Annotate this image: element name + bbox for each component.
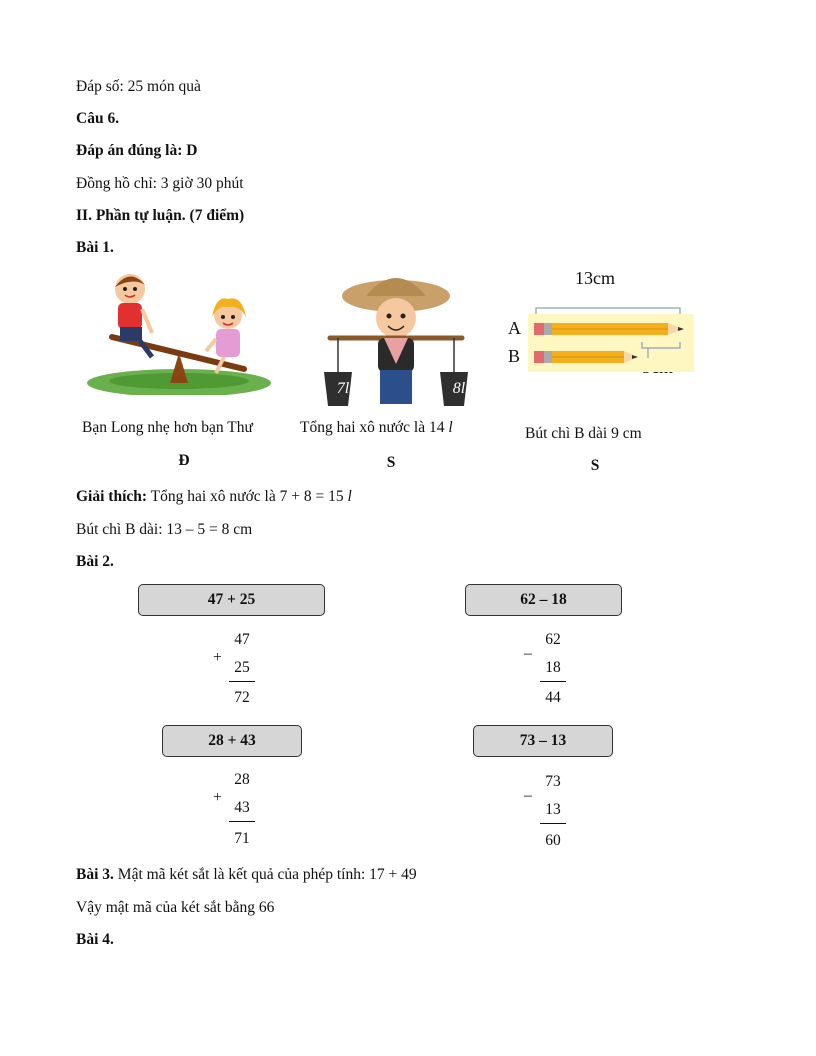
expression-box-3: 28 + 43 (162, 725, 302, 757)
expression-box-4: 73 – 13 (473, 725, 613, 757)
pencil-length-top-label: 13cm (575, 268, 615, 288)
bai3-line: Bài 3. Mật mã két sắt là kết quả của phép tính: 17 + 49 (76, 866, 417, 883)
column-calc-2: – 62 18 44 (524, 631, 584, 711)
bai4-heading: Bài 4. (76, 931, 114, 948)
expression-box-2: 62 – 18 (465, 584, 622, 616)
clock-line: Đồng hồ chỉ: 3 giờ 30 phút (76, 175, 244, 192)
seesaw-illustration (84, 265, 274, 395)
expression-box-1: 47 + 25 (138, 584, 325, 616)
column-calc-4: – 73 13 60 (524, 773, 584, 853)
answer-line: Đáp số: 25 món quà (76, 78, 201, 95)
bai3-answer: Vậy mật mã của két sắt bằng 66 (76, 899, 275, 916)
pencil-calculation-line: Bút chì B dài: 13 – 5 = 8 cm (76, 521, 253, 538)
bucket-label-7: 7l (336, 380, 350, 397)
mark-pencils: S (590, 457, 600, 474)
caption-seesaw: Bạn Long nhẹ hơn bạn Thư (82, 419, 253, 436)
section-2-title: II. Phần tự luận. (7 điểm) (76, 207, 245, 224)
pencils-illustration (528, 296, 694, 376)
explanation-line: Giải thích: Tổng hai xô nước là 7 + 8 = 15 l (76, 488, 352, 505)
column-calc-3: + 28 43 71 (213, 771, 273, 851)
correct-answer-line: Đáp án đúng là: D (76, 142, 198, 159)
caption-buckets: Tổng hai xô nước là 14 l (300, 419, 453, 436)
caption-pencils: Bút chì B dài 9 cm (525, 425, 642, 442)
bai2-heading: Bài 2. (76, 553, 114, 570)
question-6-heading: Câu 6. (76, 110, 120, 127)
mark-seesaw: Đ (178, 452, 190, 469)
mark-buckets: S (386, 454, 396, 471)
pencil-a-label: A (508, 318, 521, 338)
pencil-b-label: B (508, 346, 521, 366)
bai1-heading: Bài 1. (76, 239, 114, 256)
bucket-label-8: 8l (452, 380, 466, 397)
column-calc-1: + 47 25 72 (213, 631, 273, 711)
